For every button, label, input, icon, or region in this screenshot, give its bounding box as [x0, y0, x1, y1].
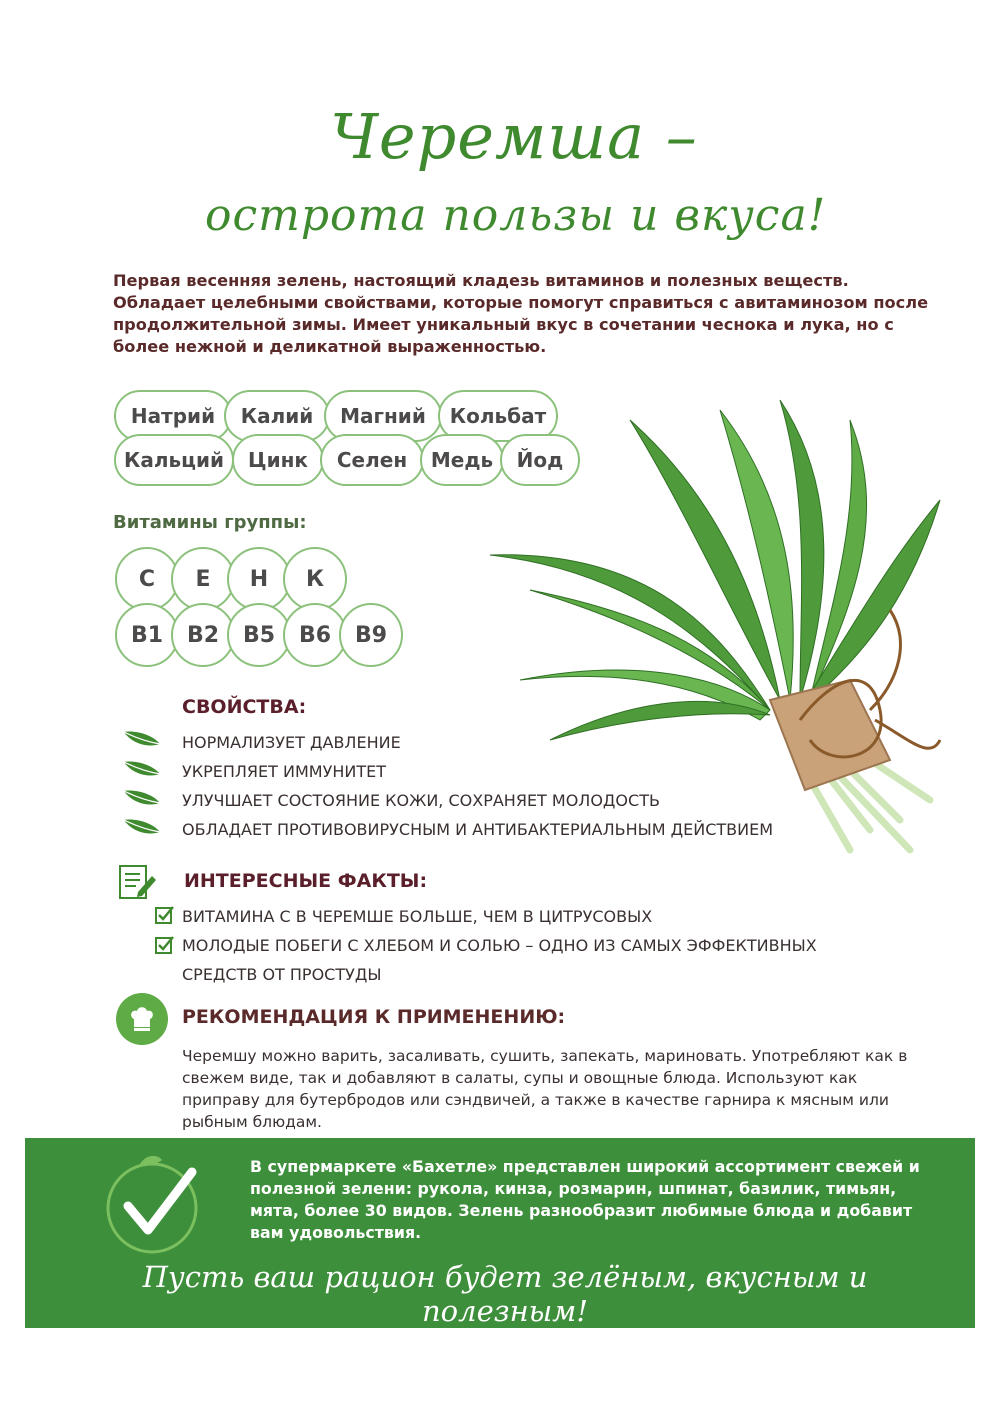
mineral-pill-cink: Цинк: [232, 434, 324, 486]
mineral-pill-kaliy: Калий: [224, 390, 330, 442]
properties-title: СВОЙСТВА:: [182, 696, 307, 718]
intro-paragraph: Первая весенняя зелень, настоящий кладезь витаминов и полезных веществ. Обладает целебными свойствами, которые помогут справиться с авитаминозом после продолжительной зимы. Имеет уникальный вкус в сочетании чеснока и лука, но с более нежной и деликатной выраженностью.: [113, 271, 929, 356]
vitamins-label: Витамины группы:: [113, 512, 307, 533]
page-subtitle: острота пользы и вкуса!: [205, 190, 827, 241]
leaf-icon: [122, 728, 162, 750]
leaf-icon: [122, 816, 162, 838]
property-item: ОБЛАДАЕТ ПРОТИВОВИРУСНЫМ И АНТИБАКТЕРИАЛЬНЫМ ДЕЙСТВИЕМ: [182, 820, 774, 839]
checkmark-logo-icon: [100, 1150, 210, 1260]
vitamin-circle-b6: В6: [283, 603, 347, 667]
banner-slogan: Пусть ваш рацион будет зелёным, вкусным и полезным!: [142, 1260, 868, 1328]
vitamin-circle-c: С: [115, 547, 179, 611]
mineral-pill-kolbat: Кольбат: [438, 390, 558, 442]
chef-icon: [116, 993, 168, 1045]
vitamin-circle-b2: В2: [171, 603, 235, 667]
recommendation-text: Черемшу можно варить, засаливать, сушить, запекать, мариновать. Употребляют как в свежем виде, так и добавляют в салаты, супы и овощные блюда. Используют как приправу для бутербродов или сэндвичей, а также в качестве гарнира к мясным или рыбным блюдам.: [182, 1047, 908, 1131]
mineral-pill-kalciy: Кальций: [114, 434, 234, 486]
vitamin-circle-b1: В1: [115, 603, 179, 667]
recommendation-title: РЕКОМЕНДАЦИЯ К ПРИМЕНЕНИЮ:: [182, 1006, 566, 1028]
mineral-pill-magniy: Магний: [324, 390, 442, 442]
banner-text: В супермаркете «Бахетле» представлен широкий ассортимент свежей и полезной зелени: рукола, кинза, розмарин, шпинат, базилик, тимьян, мята, более 30 видов. Зелень разнообразит любимые блюда и добавит вам удовольствия.: [250, 1157, 920, 1242]
mineral-pill-med: Медь: [420, 434, 504, 486]
mineral-pill-selen: Селен: [320, 434, 424, 486]
leaf-icon: [122, 787, 162, 809]
property-item: УКРЕПЛЯЕТ ИММУНИТЕТ: [182, 762, 386, 781]
fact-item: ВИТАМИНА С В ЧЕРЕМШЕ БОЛЬШЕ, ЧЕМ В ЦИТРУСОВЫХ: [182, 907, 653, 926]
vitamin-circle-b9: В9: [339, 603, 403, 667]
mineral-pill-yod: Йод: [500, 434, 580, 486]
checkbox-icon: [155, 905, 175, 925]
fact-item: МОЛОДЫЕ ПОБЕГИ С ХЛЕБОМ И СОЛЬЮ – ОДНО ИЗ САМЫХ ЭФФЕКТИВНЫХ: [182, 936, 817, 955]
property-item: НОРМАЛИЗУЕТ ДАВЛЕНИЕ: [182, 733, 401, 752]
fact-item-continuation: СРЕДСТВ ОТ ПРОСТУДЫ: [182, 965, 382, 984]
property-item: УЛУЧШАЕТ СОСТОЯНИЕ КОЖИ, СОХРАНЯЕТ МОЛОДОСТЬ: [182, 791, 660, 810]
vitamin-circle-h: Н: [227, 547, 291, 611]
leaf-icon: [122, 758, 162, 780]
vitamin-circle-b5: В5: [227, 603, 291, 667]
facts-title: ИНТЕРЕСНЫЕ ФАКТЫ:: [184, 870, 428, 892]
checkbox-icon: [155, 935, 175, 955]
vitamin-circle-e: Е: [171, 547, 235, 611]
promo-banner: [25, 1138, 975, 1328]
notepad-icon: [116, 862, 158, 904]
vitamin-circle-k: К: [283, 547, 347, 611]
mineral-pill-natriy: Натрий: [114, 390, 232, 442]
page-title: Черемша –: [330, 100, 698, 173]
